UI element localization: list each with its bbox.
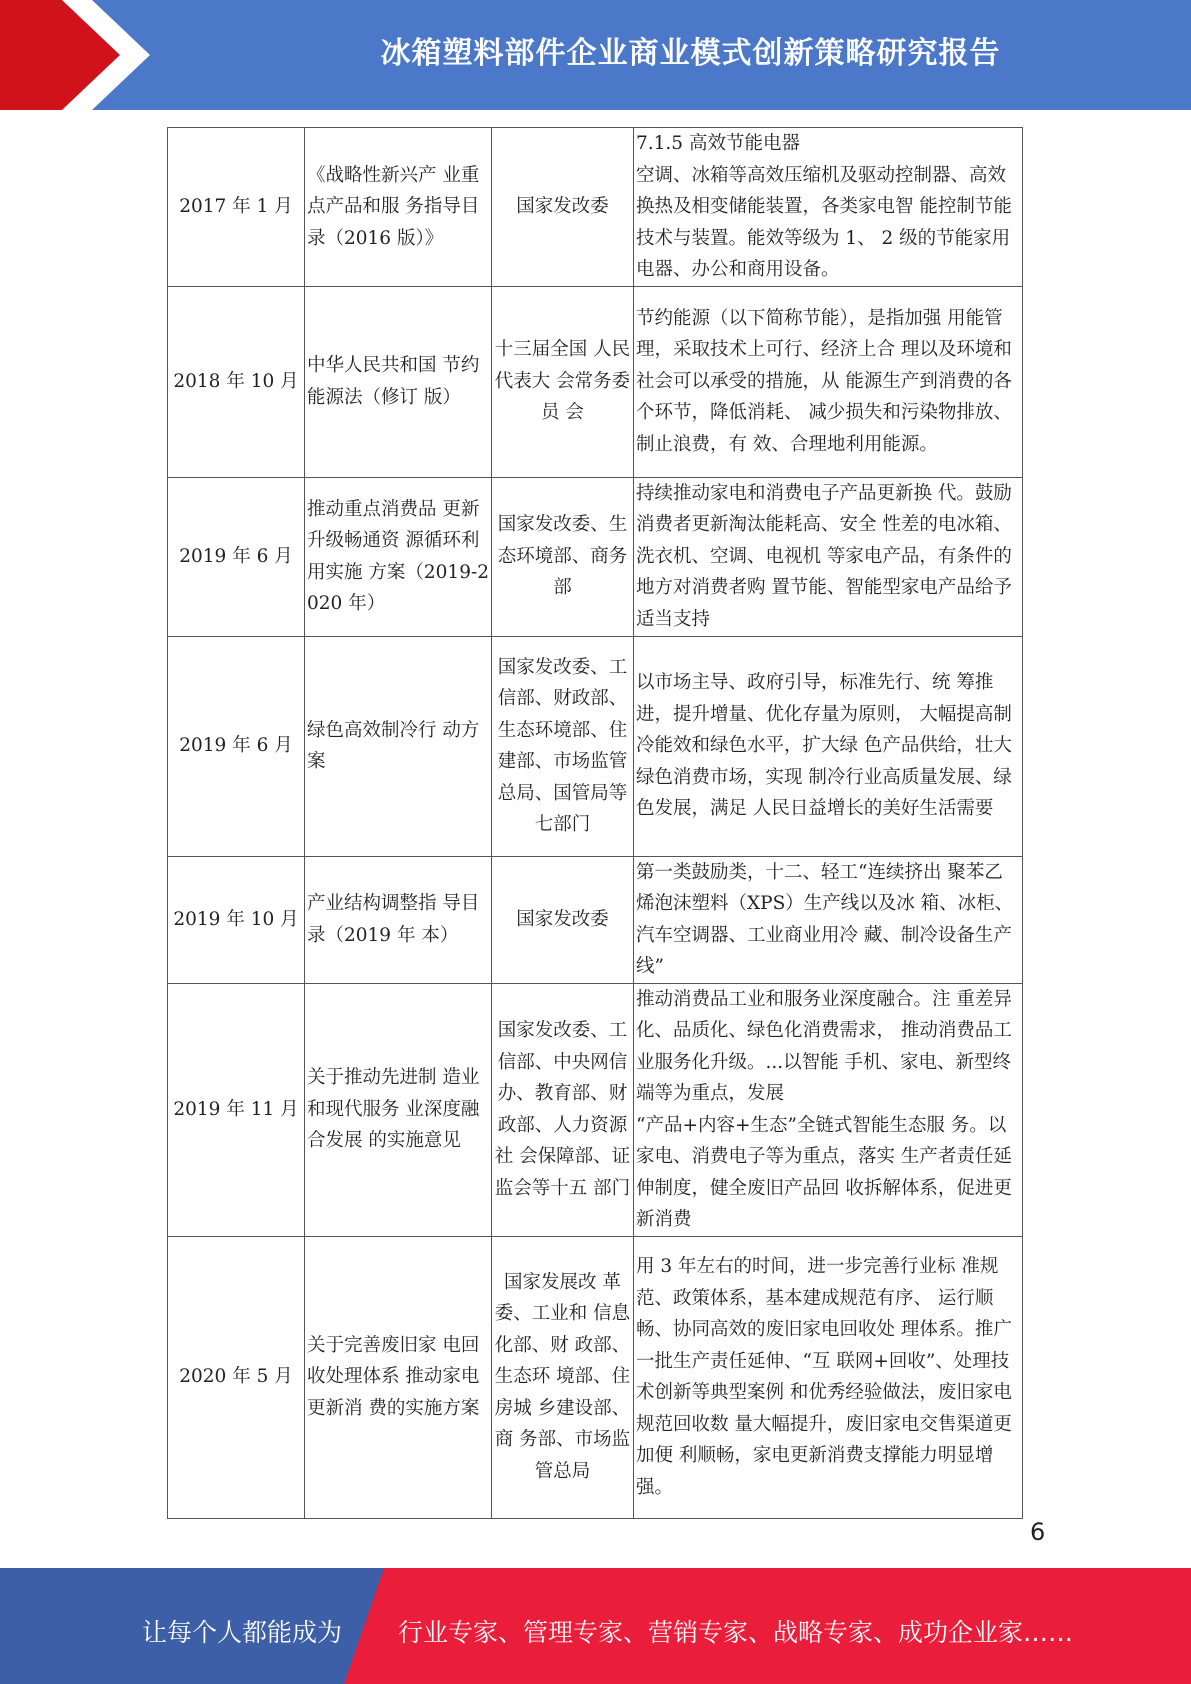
table-row xyxy=(168,128,1023,287)
description-text: 用 3 年左右的时间，进一步完善行业标 准规范、政策体系，基本建成规范有序、 运行顺畅、协同高效的废旧家电回收处 理体系。推广一批生产责任延伸、“互 联网+回收”、处理技术创新等典型案例 和优秀经验做法，废旧家电规范回收数 量大幅提升，废旧家电交售渠道更加便 利顺畅，家电更新消费支撑能力明显增 强。 xyxy=(636,1256,1012,1498)
report-title: 冰箱塑料部件企业商业模式创新策略研究报告 xyxy=(380,36,1001,71)
page-footer xyxy=(0,1568,1191,1684)
department-cell: 国家发展改 革委、工业和 信息化部、财 政部、生态环 境部、住房城 乡建设部、商 务部、市场监 管总局 xyxy=(492,1236,634,1518)
department-cell: 国家发改委 xyxy=(492,128,634,287)
footer-slogan-left: 让每个人都能成为 xyxy=(142,1618,343,1647)
description-cell xyxy=(634,856,1023,983)
table-row xyxy=(168,477,1023,636)
description-text: 推动消费品工业和服务业深度融合。注 重差异化、品质化、绿色化消费需求， 推动消费品工业服务化升级。...以智能 手机、家电、新型终端等为重点，发展 xyxy=(636,988,1012,1104)
policy-name-cell: 关于推动先进制 造业和现代服务 业深度融合发展 的实施意见 xyxy=(305,983,492,1236)
footer-slogan-right: 行业专家、管理专家、营销专家、战略专家、成功企业家…… xyxy=(398,1618,1074,1647)
policy-name-cell: 中华人民共和国 节约能源法（修订 版） xyxy=(305,286,492,477)
table-row xyxy=(168,856,1023,983)
table-row xyxy=(168,286,1023,477)
description-text: 空调、冰箱等高效压缩机及驱动控制器、高效换热及相变储能装置，各类家电智 能控制节能技术与装置。能效等级为 1、 2 级的节能家用电器、办公和商用设备。 xyxy=(636,164,1012,280)
policy-name-cell: 《战略性新兴产 业重点产品和服 务指导目录（2016 版）》 xyxy=(305,128,492,287)
description-cell xyxy=(634,983,1023,1236)
description-text: “产品+内容+生态”全链式智能生态服 务。以家电、消费电子等为重点，落实 生产者责任延伸制度，健全废旧产品回 收拆解体系，促进更新消费 xyxy=(636,1114,1012,1230)
policy-table xyxy=(167,127,1023,1519)
description-cell xyxy=(634,128,1023,287)
date-cell: 2020 年 5 月 xyxy=(168,1236,305,1518)
description-cell xyxy=(634,1236,1023,1518)
table-row xyxy=(168,983,1023,1236)
date-cell: 2018 年 10 月 xyxy=(168,286,305,477)
table-row xyxy=(168,1236,1023,1518)
description-cell xyxy=(634,477,1023,636)
date-cell: 2019 年 6 月 xyxy=(168,477,305,636)
date-cell: 2019 年 6 月 xyxy=(168,636,305,856)
department-cell: 十三届全国 人民代表大 会常务委员 会 xyxy=(492,286,634,477)
description-text: 节约能源（以下简称节能），是指加强 用能管理，采取技术上可行、经济上合 理以及环境和社会可以承受的措施，从 能源生产到消费的各个环节，降低消耗、 减少损失和污染物排放、制止浪费，有 效、合理地利用能源。 xyxy=(636,307,1012,455)
page-number: 6 xyxy=(1030,1518,1046,1546)
policy-name-cell: 绿色高效制冷行 动方案 xyxy=(305,636,492,856)
date-cell: 2019 年 11 月 xyxy=(168,983,305,1236)
date-cell: 2017 年 1 月 xyxy=(168,128,305,287)
policy-name-cell: 关于完善废旧家 电回收处理体系 推动家电更新消 费的实施方案 xyxy=(305,1236,492,1518)
department-cell: 国家发改委、生态环境部、商务部 xyxy=(492,477,634,636)
date-cell: 2019 年 10 月 xyxy=(168,856,305,983)
description-cell xyxy=(634,286,1023,477)
description-text: 7.1.5 高效节能电器 xyxy=(636,133,800,154)
department-cell: 国家发改委 xyxy=(492,856,634,983)
department-cell: 国家发改委、工信部、中央网信办、教育部、财政部、人力资源社 会保障部、证 监会等十五 部门 xyxy=(492,983,634,1236)
description-cell xyxy=(634,636,1023,856)
policy-name-cell: 产业结构调整指 导目录（2019 年 本） xyxy=(305,856,492,983)
department-cell: 国家发改委、工信部、财政部、生态环境部、住建部、市场监管总局、国管局等七部门 xyxy=(492,636,634,856)
policy-name-cell: 推动重点消费品 更新升级畅通资 源循环利用实施 方案（2019-2020 年） xyxy=(305,477,492,636)
description-text: 以市场主导、政府引导，标准先行、统 筹推进，提升增量、优化存量为原则， 大幅提高制冷能效和绿色水平，扩大绿 色产品供给，壮大绿色消费市场，实现 制冷行业高质量发展、绿色发展，满足 人民日益增长的美好生活需要 xyxy=(636,672,1012,820)
page-header xyxy=(0,0,1191,110)
table-row xyxy=(168,636,1023,856)
description-text: 持续推动家电和消费电子产品更新换 代。鼓励消费者更新淘汰能耗高、安全 性差的电冰箱、洗衣机、空调、电视机 等家电产品，有条件的地方对消费者购 置节能、智能型家电产品给予适当支持 xyxy=(636,482,1012,630)
description-text: 第一类鼓励类，十二、轻工“连续挤出 聚苯乙烯泡沫塑料（XPS）生产线以及冰 箱、冰柜、汽车空调器、工业商业用冷 藏、制冷设备生产线” xyxy=(636,861,1014,977)
